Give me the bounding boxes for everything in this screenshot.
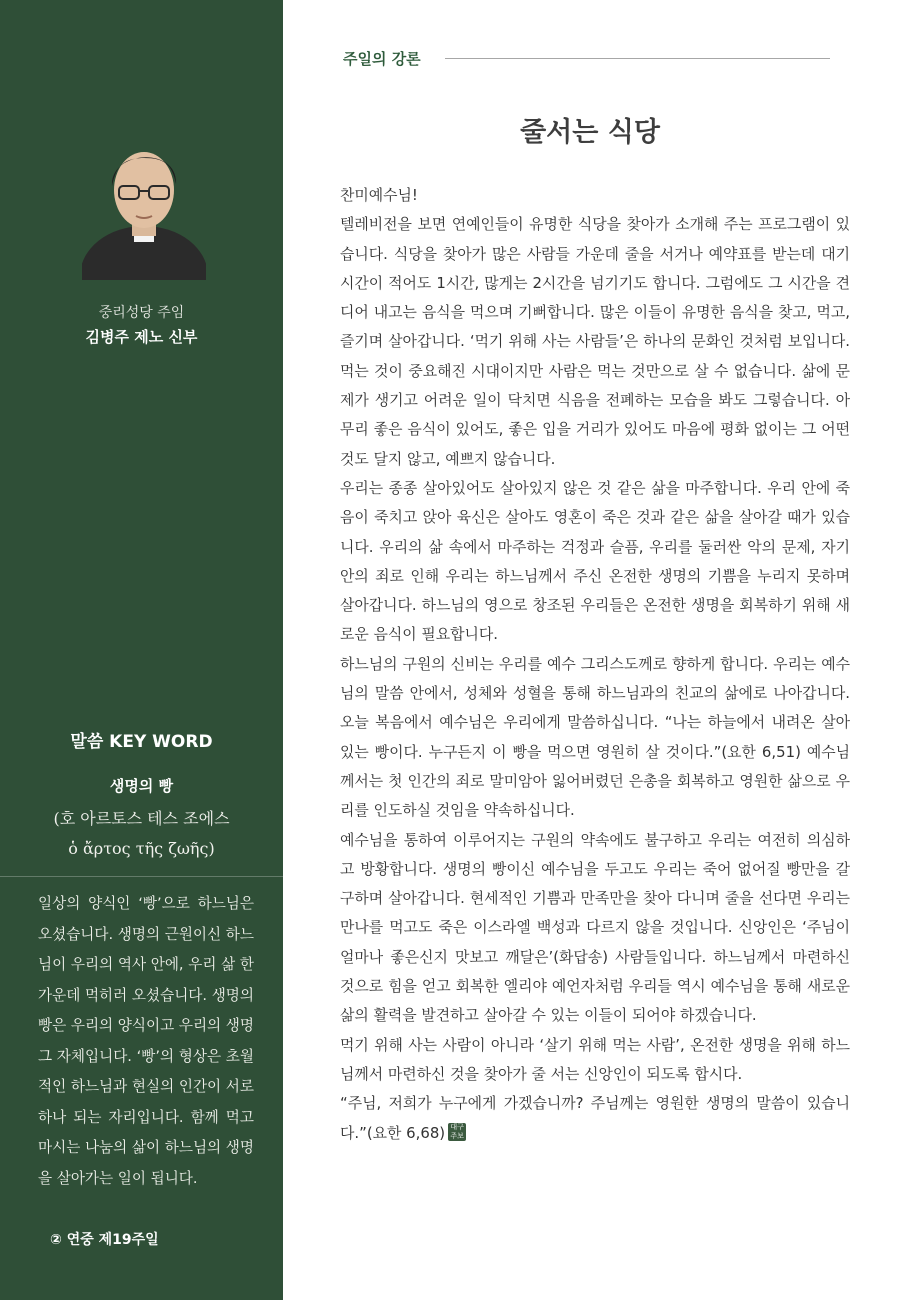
keyword-transliteration: (호 아르토스 테스 조에스 <box>53 809 230 828</box>
author-name: 김병주 제노 신부 <box>85 328 198 346</box>
article-body <box>340 181 850 1148</box>
article-title: 줄서는 식당 <box>520 117 660 148</box>
article-paragraph: 하느님의 구원의 신비는 우리를 예수 그리스도께로 향하게 합니다. 우리는 예수님의 말씀 안에서, 성체와 성혈을 통해 하느님과의 친교의 삶에로 나아갑니다. 오늘 복음에서 예수님은 우리에게 말씀하십니다. “나는 하늘에서 내려온 살아 있는 빵이다. 누구든지 이 빵을 먹으면 영원히 살 것이다.”(요한 6,51) 예수님께서는 첫 인간의 죄로 말미암아 잃어버렸던 은총을 회복하고 영원한 삶으로 우리를 인도하실 것임을 약속하십니다. <box>340 654 850 820</box>
article-paragraph: 예수님을 통하여 이루어지는 구원의 약속에도 불구하고 우리는 여전히 의심하고 방황합니다. 생명의 빵이신 예수님을 두고도 우리는 죽어 없어질 빵만을 갈구하며 살아갑니다. 현세적인 기쁨과 만족만을 찾아 다니며 줄을 선다면 우리는 만나를 먹고도 죽은 이스라엘 백성과 다르지 않을 것입니다. 신앙인은 ‘주님이 얼마나 좋은신지 맛보고 깨달은’(화답송) 사람들입니다. 하느님께서 마련하신 것으로 힘을 얻고 회복한 엘리야 예언자처럼 우리들 역시 예수님을 통해 새로운 삶의 활력을 발견하고 살아갈 수 있는 이들이 되어야 하겠습니다. <box>340 830 850 1025</box>
liturgical-week-label: ② 연중 제19주일 <box>50 1232 159 1248</box>
section-divider <box>445 58 830 59</box>
sidebar-panel <box>0 0 283 1300</box>
priest-portrait-image <box>82 128 206 280</box>
keyword-divider <box>0 876 283 877</box>
article-paragraph: 찬미예수님! <box>340 186 418 204</box>
article-paragraph: 우리는 종종 살아있어도 살아있지 않은 것 같은 삶을 마주합니다. 우리 안에 죽음이 죽치고 앉아 육신은 살아도 영혼이 죽은 것과 같은 삶을 살아갈 때가 있습니다. 우리의 삶 속에서 마주하는 걱정과 슬픔, 우리를 둘러싼 악의 문제, 자기 안의 죄로 인해 우리는 하느님께서 주신 온전한 생명의 기쁨을 누리지 못하며 살아갑니다. 하느님의 영으로 창조된 우리들은 온전한 생명을 회복하기 위해 새로운 음식이 필요합니다. <box>340 478 850 644</box>
author-portrait <box>82 128 206 280</box>
end-mark-icon: 대구주보 <box>448 1123 466 1141</box>
keyword-word: 생명의 빵 <box>109 777 174 795</box>
article-paragraph: 먹기 위해 사는 사람이 아니라 ‘살기 위해 먹는 사람’, 온전한 생명을 위해 하느님께서 마련하신 것을 찾아가 줄 서는 신앙인이 되도록 합시다. <box>340 1035 850 1083</box>
article-paragraph: 텔레비전을 보면 연예인들이 유명한 식당을 찾아가 소개해 주는 프로그램이 있습니다. 식당을 찾아가 많은 사람들 가운데 줄을 서거나 예약표를 받는데 대기시간이 적어도 1시간, 많게는 2시간을 넘기기도 합니다. 그럼에도 그 시간을 견디어 내고는 음식을 먹으며 기뻐합니다. 많은 이들이 유명한 음식을 찾고, 먹고, 즐기며 살아갑니다. ‘먹기 위해 사는 사람들’은 하나의 문화인 것처럼 보입니다. 먹는 것이 중요해진 시대이지만 사람은 먹는 것만으로 살 수 없습니다. 삶에 문제가 생기고 어려운 일이 닥치면 식음을 전폐하는 모습을 봐도 그렇습니다. 아무리 좋은 음식이 있어도, 좋은 입을 거리가 있어도 마음에 평화 없이는 그 어떤 것도 달지 않고, 예쁘지 않습니다. <box>340 215 850 468</box>
author-role: 중리성당 주임 <box>98 305 185 321</box>
keyword-heading: 말씀 KEY WORD <box>70 732 213 752</box>
keyword-explanation: 일상의 양식인 ‘빵’으로 하느님은 오셨습니다. 생명의 근원이신 하느님이 우리의 역사 안에, 우리 삶 한가운데 먹히러 오셨습니다. 생명의 빵은 우리의 양식이고 우리의 생명 그 자체입니다. ‘빵’의 형상은 초월적인 하느님과 현실의 인간이 서로 하나 되는 자리입니다. 함께 먹고 마시는 나눔의 삶이 하느님의 생명을 살아가는 일이 됩니다. <box>38 895 254 1187</box>
keyword-greek: ὁ ἄρτος τῆς ζωῆς) <box>68 839 215 858</box>
section-label: 주일의 강론 <box>343 50 421 68</box>
closing-quote: “주님, 저희가 누구에게 가겠습니까? 주님께는 영원한 생명의 말씀이 있습니다.”(요한 6,68) <box>340 1094 850 1142</box>
article-final-paragraph <box>340 1089 850 1148</box>
